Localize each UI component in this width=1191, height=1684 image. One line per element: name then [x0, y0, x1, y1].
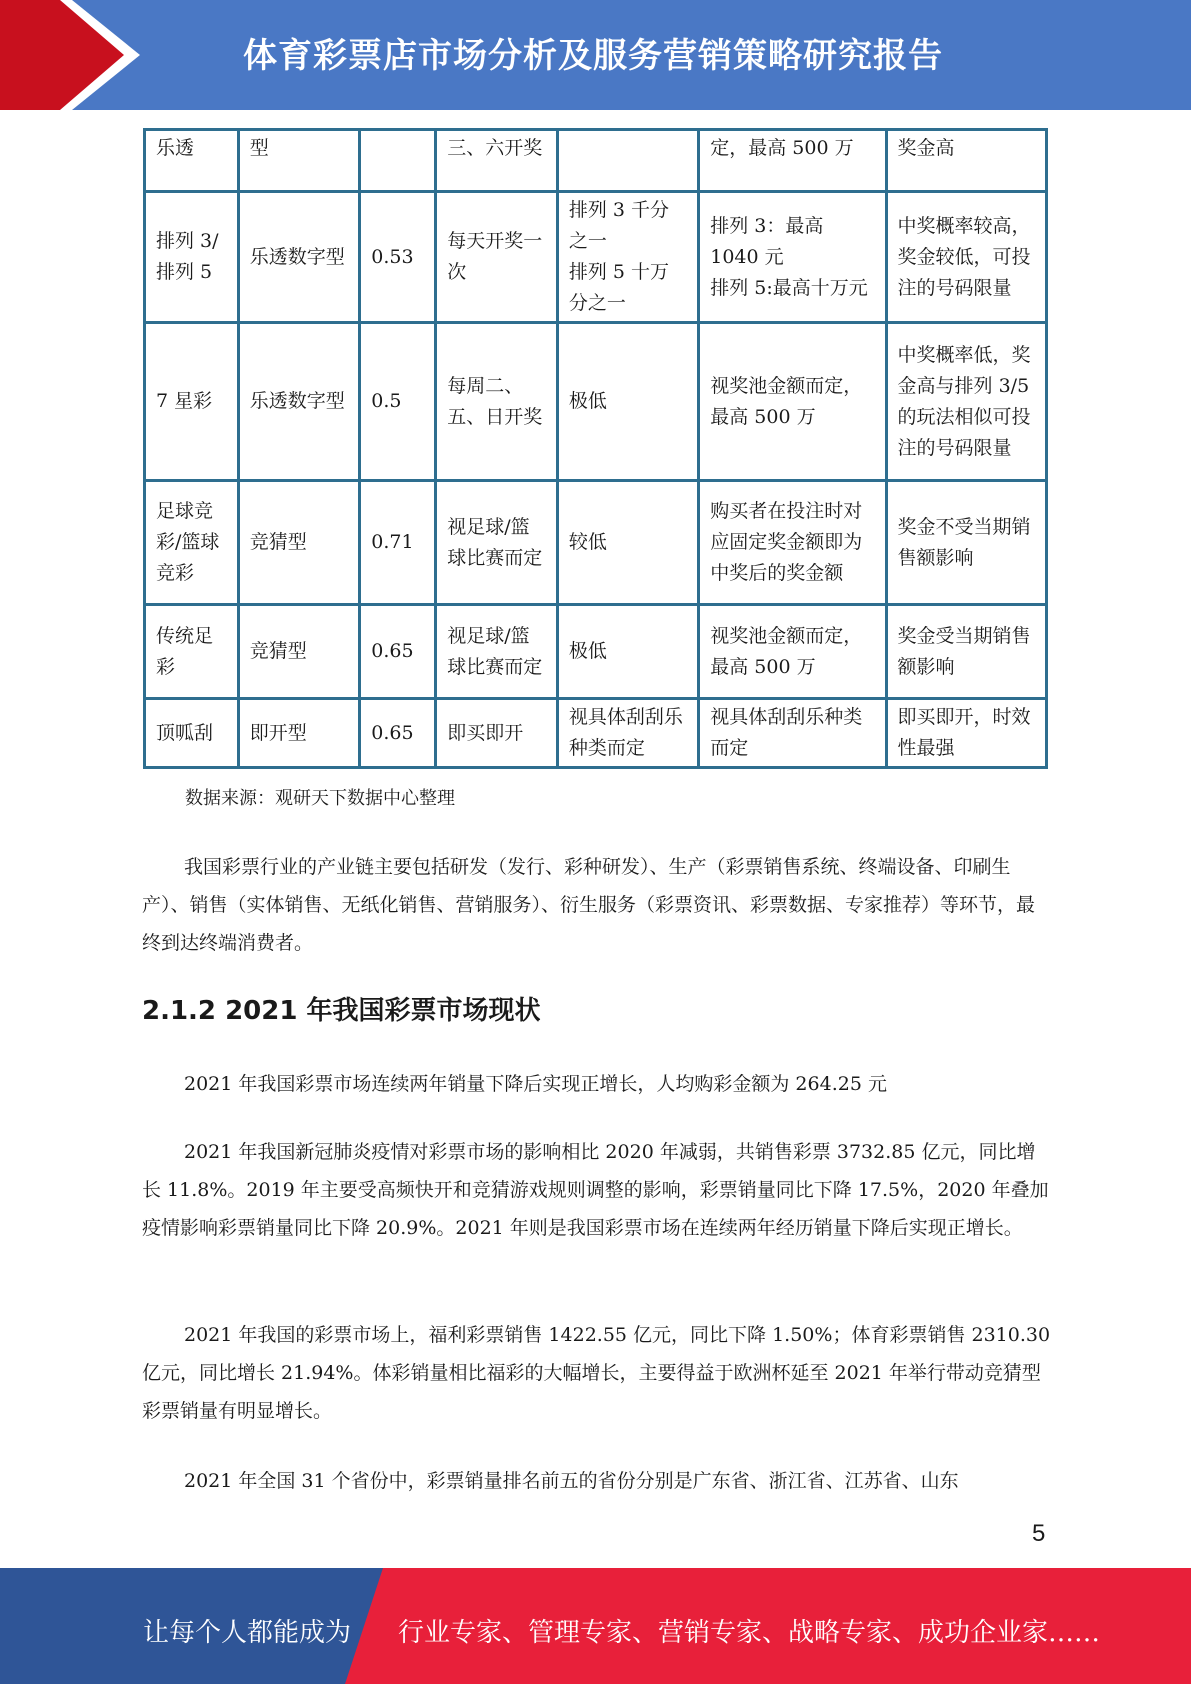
table-cell: 足球竞彩/篮球竞彩 [145, 481, 239, 605]
table-cell: 视奖池金额而定，最高 500 万 [699, 323, 886, 481]
table-cell: 视足球/篮球比赛而定 [436, 481, 558, 605]
paragraph-covid-impact: 2021 年我国新冠肺炎疫情对彩票市场的影响相比 2020 年减弱，共销售彩票 3732.85 亿元，同比增长 11.8%。2019 年主要受高频快开和竞猜游戏规则调整的影响，彩票销量同比下降 17.5%，2020 年叠加疫情影响彩票销量同比下降 20.9%。2021 年则是我国彩票市场在连续两年经历销量下降后实现正增长。 [142, 1141, 1049, 1239]
table-cell: 每天开奖一次 [436, 192, 558, 323]
table-row [145, 192, 1047, 323]
table-row [145, 130, 1047, 192]
table-cell: 顶呱刮 [145, 699, 239, 768]
table-cell: 奖金高 [886, 130, 1046, 192]
page-header [0, 0, 1191, 110]
table-cell: 排列 3 千分之一 排列 5 十万分之一 [557, 192, 698, 323]
table-cell: 竞猜型 [238, 605, 360, 699]
table-cell: 较低 [557, 481, 698, 605]
table-cell: 中奖概率较高，奖金较低，可投注的号码限量 [886, 192, 1046, 323]
page-number: 5 [1032, 1520, 1046, 1547]
paragraph-market-growth: 2021 年我国彩票市场连续两年销量下降后实现正增长，人均购彩金额为 264.25 元 [184, 1073, 887, 1095]
table-cell: 乐透 [145, 130, 239, 192]
table-cell: 购买者在投注时对应固定奖金额即为中奖后的奖金额 [699, 481, 886, 605]
table-cell: 排列 3：最高 1040 元 排列 5:最高十万元 [699, 192, 886, 323]
table-cell [557, 130, 698, 192]
table-cell: 竞猜型 [238, 481, 360, 605]
paragraph-welfare-sports: 2021 年我国的彩票市场上，福利彩票销售 1422.55 亿元，同比下降 1.50%；体育彩票销售 2310.30 亿元，同比增长 21.94%。体彩销量相比福彩的大幅增长，主要得益于欧洲杯延至 2021 年举行带动竞猜型彩票销量有明显增长。 [142, 1324, 1051, 1422]
table-cell: 每周二、五、日开奖 [436, 323, 558, 481]
table-cell: 奖金不受当期销售额影响 [886, 481, 1046, 605]
table-row [145, 481, 1047, 605]
table-cell: 型 [238, 130, 360, 192]
table-cell: 7 星彩 [145, 323, 239, 481]
table-cell: 奖金受当期销售额影响 [886, 605, 1046, 699]
table-cell: 传统足彩 [145, 605, 239, 699]
table-cell: 乐透数字型 [238, 323, 360, 481]
table-cell: 定，最高 500 万 [699, 130, 886, 192]
data-source-note: 数据来源：观研天下数据中心整理 [185, 788, 455, 809]
table-cell [360, 130, 436, 192]
report-title: 体育彩票店市场分析及服务营销策略研究报告 [243, 36, 943, 76]
table-cell: 中奖概率低，奖金高与排列 3/5 的玩法相似可投注的号码限量 [886, 323, 1046, 481]
table-cell: 三、六开奖 [436, 130, 558, 192]
lottery-types-table [143, 128, 1048, 769]
table-row [145, 605, 1047, 699]
table-cell: 即买即开，时效性最强 [886, 699, 1046, 768]
paragraph-industry-chain: 我国彩票行业的产业链主要包括研发（发行、彩种研发）、生产（彩票销售系统、终端设备、印刷生产）、销售（实体销售、无纸化销售、营销服务）、衍生服务（彩票资讯、彩票数据、专家推荐）等环节，最终到达终端消费者。 [142, 856, 1036, 954]
paragraph-province-ranking: 2021 年全国 31 个省份中，彩票销量排名前五的省份分别是广东省、浙江省、江苏省、山东 [184, 1470, 959, 1492]
header-arrow-icon [0, 0, 140, 110]
table-cell: 极低 [557, 605, 698, 699]
table-cell: 排列 3/排列 5 [145, 192, 239, 323]
table-cell: 视具体刮刮乐种类而定 [557, 699, 698, 768]
table-cell: 0.53 [360, 192, 436, 323]
footer-slogan-right: 行业专家、管理专家、营销专家、战略专家、成功企业家…… [398, 1618, 1101, 1648]
table-cell: 0.71 [360, 481, 436, 605]
table-cell: 视奖池金额而定，最高 500 万 [699, 605, 886, 699]
footer-slogan-left: 让每个人都能成为 [143, 1618, 352, 1648]
table-cell: 即开型 [238, 699, 360, 768]
table-row [145, 699, 1047, 768]
table-cell: 乐透数字型 [238, 192, 360, 323]
table-cell: 即买即开 [436, 699, 558, 768]
table-cell: 视具体刮刮乐种类而定 [699, 699, 886, 768]
table-cell: 极低 [557, 323, 698, 481]
table-cell: 0.65 [360, 699, 436, 768]
table-row [145, 323, 1047, 481]
section-heading: 2.1.2 2021 年我国彩票市场现状 [142, 996, 541, 1026]
table-cell: 视足球/篮球比赛而定 [436, 605, 558, 699]
table-cell: 0.65 [360, 605, 436, 699]
table-cell: 0.5 [360, 323, 436, 481]
